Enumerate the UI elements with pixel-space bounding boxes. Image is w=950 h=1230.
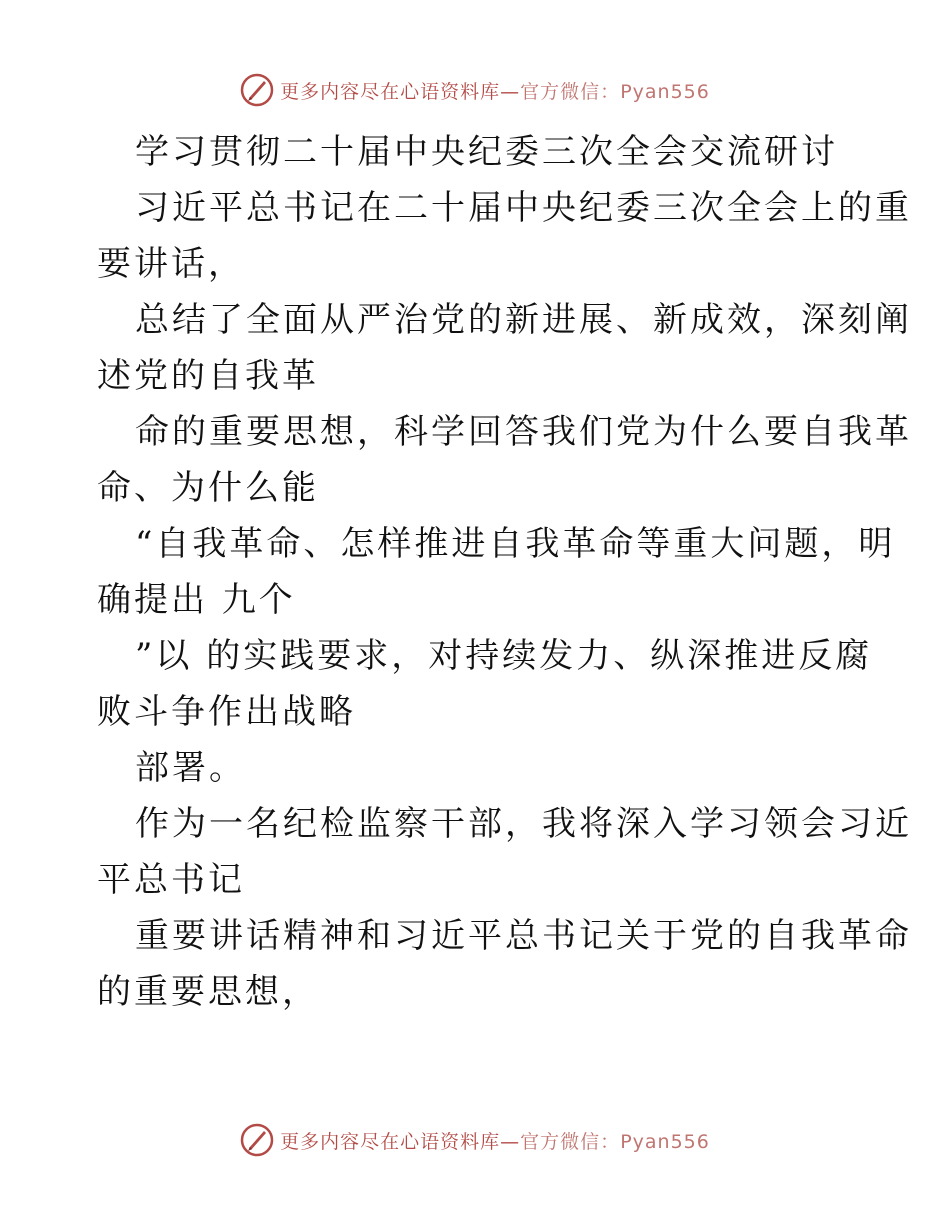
paragraph-line: 命的重要思想，科学回答我们党为什么要自我革: [135, 412, 912, 452]
paragraph-line: 平总书记: [97, 860, 245, 900]
watermark-text: 更多内容尽在心语资料库—官方微信：Pyan556: [280, 1130, 710, 1153]
paragraph-line: 作为一名纪检监察干部，我将深入学习领会习近: [135, 804, 912, 844]
paragraph-line: 部署。: [135, 748, 246, 788]
watermark-banner-top: [0, 70, 950, 110]
paragraph-line: 总结了全面从严治党的新进展、新成效，深刻阐: [135, 300, 912, 340]
document-title: 学习贯彻二十届中央纪委三次全会交流研讨: [135, 132, 838, 172]
quill-pen-logo-icon: [240, 1123, 274, 1157]
paragraph-line: 命、为什么能: [97, 468, 319, 508]
paragraph-line: 述党的自我革: [97, 356, 319, 396]
paragraph-line: 要讲话，: [97, 244, 245, 284]
paragraph-line: 习近平总书记在二十届中央纪委三次全会上的重: [135, 188, 912, 228]
paragraph-line: “自我革命、怎样推进自我革命等重大问题，明: [135, 524, 896, 564]
paragraph-line: 的重要思想，: [97, 972, 319, 1012]
paragraph-line: ”以 的实践要求，对持续发力、纵深推进反腐: [135, 636, 873, 676]
watermark-banner-bottom: [0, 1120, 950, 1160]
paragraph-line: 确提出 九个: [97, 580, 296, 620]
document-body: [97, 124, 912, 1020]
paragraph-line: 败斗争作出战略: [97, 692, 356, 732]
paragraph-line: 重要讲话精神和习近平总书记关于党的自我革命: [135, 916, 912, 956]
watermark-text: 更多内容尽在心语资料库—官方微信：Pyan556: [280, 80, 710, 103]
quill-pen-logo-icon: [240, 73, 274, 107]
